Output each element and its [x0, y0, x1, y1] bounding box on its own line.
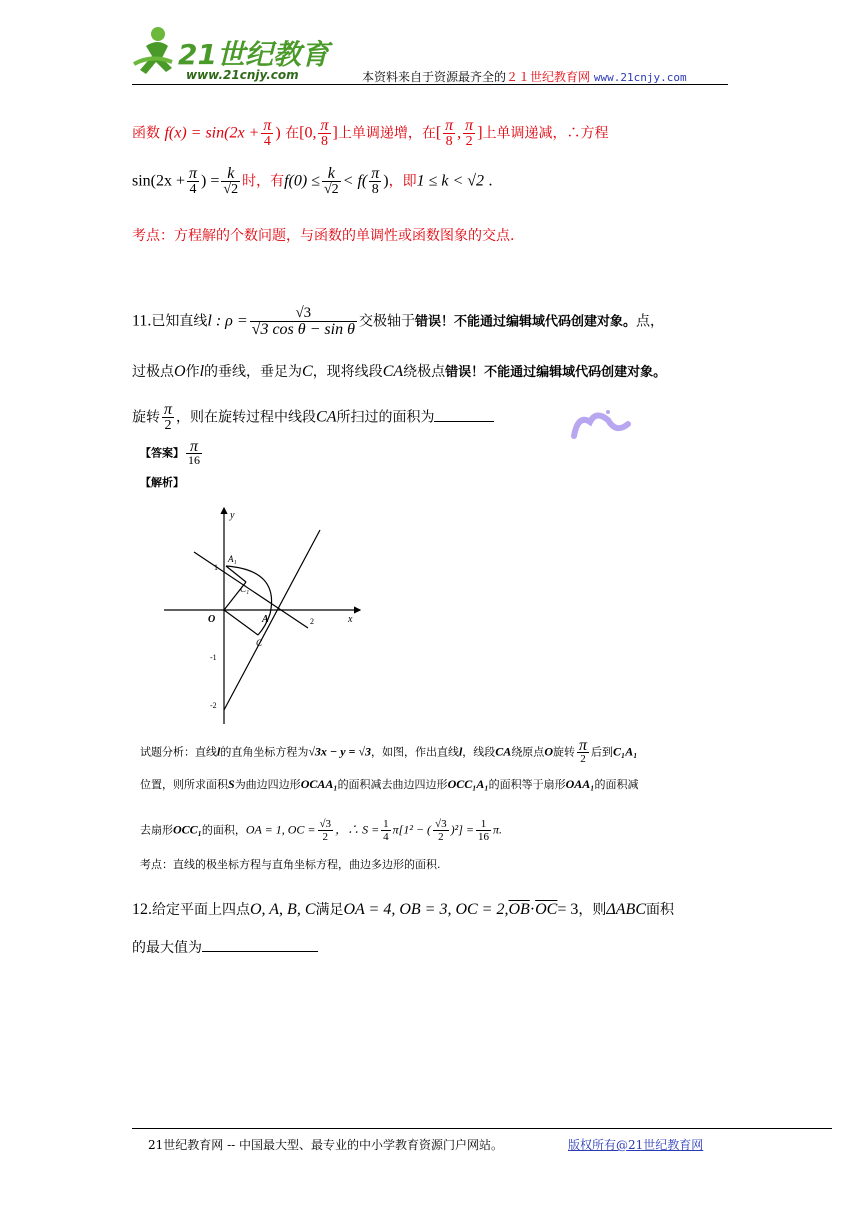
q10-text: 函数	[132, 125, 160, 142]
runner-icon	[134, 27, 172, 74]
paren: )	[383, 172, 389, 190]
bracket: ]	[477, 124, 483, 142]
q11-text: 点，	[635, 313, 664, 330]
header-site-name: ２１世纪教育网	[506, 70, 591, 84]
q10-range: 1 ≤ k < √2	[416, 172, 485, 190]
frac-num: 1	[383, 818, 389, 830]
q10-lt: < f(	[342, 172, 368, 190]
frac-num: k	[322, 166, 341, 182]
triangle-ABC: ΔABC	[606, 901, 646, 918]
analysis-eq: √3x − y = √3	[308, 744, 371, 759]
analysis-text: 的面积减去曲边四边形	[337, 778, 448, 791]
q10-line1	[132, 118, 609, 149]
frac-num: π	[465, 117, 474, 134]
interval1: [0,	[299, 124, 317, 142]
geometry-figure	[160, 500, 370, 728]
q10-text: 上单调递增，在	[337, 125, 436, 142]
frac-num: π	[371, 165, 380, 182]
comma: ,	[457, 124, 462, 142]
q12-line1	[132, 900, 674, 920]
var-CA: CA	[382, 363, 404, 380]
analysis-text: 位置，则所求面积	[140, 778, 228, 791]
analysis-eq: π.	[492, 822, 502, 837]
footer-divider	[132, 1128, 832, 1129]
vector-OB: $\overline{OB}$	[508, 901, 530, 918]
var-O: O	[174, 363, 186, 380]
analysis-text: 后到	[591, 745, 613, 759]
tick-y-neg1: -1	[210, 653, 217, 662]
var-C1A1: C₁A₁	[613, 744, 638, 759]
frac-k-sqrt2	[221, 166, 240, 197]
q12-line2	[132, 938, 318, 958]
var-OCC1A1: OCC₁A₁	[447, 777, 489, 791]
frac-pi-2	[577, 737, 589, 765]
frac-den: 2	[438, 831, 444, 843]
frac-den: √2	[223, 182, 239, 197]
frac-sqrt3-2	[318, 818, 334, 843]
frac-num: 1	[476, 818, 491, 831]
segment-OC	[224, 610, 258, 635]
frac-den: √2	[323, 182, 339, 197]
frac-den: 8	[371, 182, 379, 197]
bracket: ]	[332, 124, 338, 142]
frac-pi-2	[162, 402, 174, 433]
frac-den: √3 cos θ − sin θ	[251, 321, 355, 338]
q12-conditions: OA = 4, OB = 3, OC = 2,	[343, 901, 509, 918]
frac-pi-8	[318, 118, 330, 149]
paren: )	[275, 124, 281, 142]
q10-text: 上单调递减，∴方程	[482, 125, 609, 142]
answer-label: 【答案】	[140, 446, 184, 460]
var-l: l	[217, 744, 221, 759]
frac-den: 2	[580, 753, 586, 765]
q12-number: 12.	[132, 901, 152, 918]
label-C1: C₁	[240, 584, 250, 594]
analysis-label: 【解析】	[140, 476, 184, 489]
error-message: 错误！不能通过编辑域代码创建对象。	[414, 314, 636, 330]
q11-text: 作	[185, 364, 200, 380]
q11-text: ，现将线段	[312, 364, 383, 380]
frac-num: √3	[319, 818, 332, 830]
x-label: x	[348, 614, 353, 625]
frac-den: 16	[188, 453, 200, 467]
var-l: l	[199, 363, 205, 380]
analysis-text: 为曲边四边形	[234, 778, 301, 791]
q11-text: 过极点	[132, 364, 174, 380]
interval2: [	[435, 124, 442, 142]
footer-text: 21世纪教育网 -- 中国最大型、最专业的中小学教育资源门户网站。	[148, 1138, 504, 1152]
q12-text: 面积	[646, 902, 674, 918]
frac-den: 2	[465, 134, 473, 149]
analysis-eq: OA = 1, OC =	[245, 822, 316, 837]
footer-copyright-link[interactable]: 版权所有@21世纪教育网	[568, 1138, 704, 1152]
frac-den: 16	[477, 831, 489, 843]
q10-f0: f(0) ≤	[284, 172, 320, 190]
q10-sin-expr: sin(2x +	[132, 172, 186, 190]
analysis-text: 的面积等于扇形	[488, 778, 566, 791]
frac-pi-8c	[369, 166, 381, 197]
frac-num: √3	[250, 306, 357, 322]
answer-fraction	[186, 440, 202, 467]
var-OCAA1: OCAA₁	[300, 777, 338, 791]
analysis-text: 的面积，	[201, 823, 246, 837]
vector-OC: $\overline{OC}$	[535, 901, 558, 918]
q11-line3	[132, 402, 494, 433]
q11-text: 的垂线，垂足为	[204, 364, 303, 380]
site-logo	[132, 24, 337, 86]
header-divider	[132, 84, 728, 85]
tick-x-2: 2	[310, 617, 314, 626]
q10-line2	[132, 166, 493, 197]
watermark-squiggle	[568, 404, 640, 442]
q11-text: 交极轴于	[358, 313, 415, 330]
paren: ) =	[201, 172, 220, 190]
frac-den: 4	[263, 134, 271, 149]
analysis-eq: ，∴ S =	[335, 822, 380, 837]
frac-pi-8b	[443, 118, 455, 149]
frac-num: π	[189, 165, 198, 182]
label-A: A	[262, 614, 269, 625]
q11-text: 所扫过的面积为	[336, 409, 435, 426]
q12-points: O, A, B, C	[250, 901, 316, 918]
frac-num: π	[164, 401, 173, 418]
dot: ·	[529, 901, 536, 918]
analysis-line2	[140, 776, 638, 792]
q10-kaodian: 考点：方程解的个数问题，与函数的单调性或函数图象的交点.	[132, 228, 515, 244]
frac-num: π	[578, 737, 587, 754]
frac-num: π	[320, 117, 329, 134]
analysis-text: ，如图，作出直线	[370, 745, 459, 759]
var-CA: CA	[495, 744, 512, 759]
frac-num: k	[221, 166, 240, 182]
frac-den: 4	[189, 182, 197, 197]
q11-text: 绕极点	[403, 364, 446, 380]
analysis-text: 的面积减	[594, 778, 639, 791]
var-O: O	[544, 744, 553, 759]
frac-pi-2	[463, 118, 475, 149]
frac-k-sqrt2b	[322, 166, 341, 197]
tick-y-neg2: -2	[210, 701, 217, 710]
q12-eq: = 3	[557, 901, 579, 918]
frac-den: 2	[164, 418, 172, 433]
q11-line1	[132, 306, 664, 337]
origin-label: O	[208, 614, 216, 625]
analysis-text: 绕原点	[511, 745, 545, 759]
logo-url: www.21cnjy.com	[186, 68, 299, 82]
analysis-line1	[140, 737, 638, 765]
frac-num: π	[263, 117, 272, 134]
q10-text: 时，有	[242, 173, 285, 190]
q11-line-eq: l : ρ =	[207, 312, 248, 330]
q12-text: 满足	[315, 902, 344, 918]
frac-num: π	[186, 440, 202, 454]
frac-1-16	[476, 818, 491, 843]
analysis-text: ，线段	[462, 745, 496, 759]
frac-num: √3	[435, 818, 447, 830]
analysis-text: 试题分析：直线	[140, 745, 217, 759]
analysis-eq: )²] =	[450, 822, 474, 837]
q11-fraction	[250, 306, 357, 337]
q10-func-expr: f(x) = sin(2x +	[164, 124, 260, 142]
header-source	[362, 68, 687, 85]
period: .	[488, 172, 493, 190]
header-prefix: 本资料来自于资源最齐全的	[362, 70, 507, 84]
frac-1-4	[381, 818, 391, 843]
var-l: l	[458, 744, 463, 759]
var-S: S	[228, 777, 235, 791]
tick-y-1: 1	[214, 563, 218, 572]
analysis-text: 旋转	[552, 745, 575, 759]
answer-blank	[434, 421, 494, 422]
error-message: 错误！不能通过编辑域代码创建对象。	[445, 365, 667, 380]
frac-den: 4	[383, 831, 389, 843]
answer-blank	[202, 951, 318, 952]
var-C: C	[302, 363, 313, 380]
var-CA: CA	[316, 408, 337, 426]
header-site-url[interactable]: www.21cnjy.com	[593, 71, 687, 84]
logo-text: 21世纪教育	[178, 38, 329, 71]
q12-text: ，则	[578, 902, 607, 918]
frac-den: 2	[322, 831, 329, 843]
frac-den: 8	[320, 134, 328, 149]
q11-line2	[132, 362, 666, 383]
q10-text: 在	[285, 125, 300, 142]
label-A1: A₁	[228, 554, 237, 564]
analysis-text: 的直角坐标方程为	[220, 745, 309, 759]
y-label: y	[230, 510, 235, 521]
frac-sqrt3-2b	[433, 818, 449, 843]
q10-text: ，即	[388, 173, 417, 190]
frac-pi-4	[261, 118, 273, 149]
frac-num: π	[445, 117, 454, 134]
q11-text: ，则在旋转过程中线段	[176, 409, 317, 426]
q11-number: 11.	[132, 312, 152, 330]
q11-text: 已知直线	[151, 313, 208, 330]
label-C: C	[256, 638, 263, 648]
analysis-line3	[140, 818, 502, 843]
q12-text: 的最大值为	[132, 940, 202, 956]
frac-den: 8	[445, 134, 453, 149]
answer-row	[140, 440, 204, 467]
analysis-text: 去扇形	[140, 823, 173, 837]
q12-text: 给定平面上四点	[152, 902, 250, 918]
frac-pi-4	[187, 166, 199, 197]
analysis-kaodian: 考点：直线的极坐标方程与直角坐标方程，曲边多边形的面积.	[140, 858, 441, 871]
var-OCC1: OCC₁	[173, 822, 202, 837]
var-OAA1: OAA₁	[565, 777, 595, 791]
q11-text: 旋转	[132, 409, 160, 426]
analysis-eq: π[1² − (	[392, 822, 432, 837]
